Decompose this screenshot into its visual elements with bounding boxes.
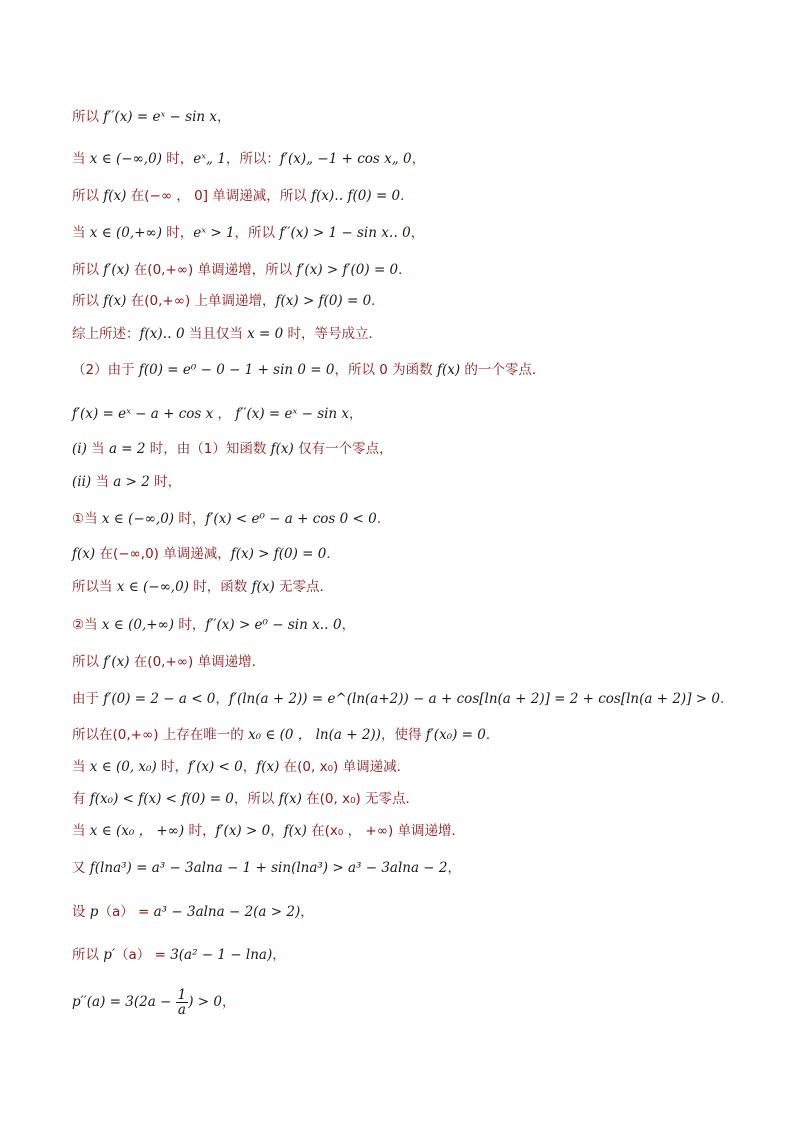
line-19 xyxy=(72,758,410,776)
formula: (i) xyxy=(72,441,87,457)
text: 在(0, x₀) 单调递减． xyxy=(279,759,411,775)
text: 时， xyxy=(174,617,206,633)
text: 所以 xyxy=(72,109,104,125)
formula: x₀ ∈ (0 ， ln(a + 2)) xyxy=(248,727,381,743)
formula: f(x₀) < f(x) < f(0) = 0 xyxy=(89,791,234,807)
text: ， xyxy=(341,617,356,633)
formula: f(0) = e⁰ − 0 − 1 + sin 0 = 0 xyxy=(138,362,335,378)
line-7 xyxy=(72,325,382,343)
text: 无零点． xyxy=(274,579,334,595)
formula: x ∈ (−∞,0) xyxy=(116,579,189,595)
formula: f(x) xyxy=(278,791,302,807)
text: 当 xyxy=(86,441,109,457)
text: ， xyxy=(300,904,314,920)
text: ， xyxy=(217,109,231,125)
text: 当 xyxy=(72,759,90,775)
text: 时，等号成立． xyxy=(283,326,383,342)
text: ， xyxy=(221,994,236,1010)
text: 在(−∞,0) 单调递减， xyxy=(95,546,231,562)
text: 仅有一个零点， xyxy=(293,441,393,457)
line-13 xyxy=(72,545,340,563)
formula: f′′(x) = eˣ − sin x xyxy=(103,109,217,125)
formula: f′(x) < 0 xyxy=(188,759,243,775)
text: ． xyxy=(376,511,391,527)
text: 在(x₀ ， +∞) 单调递增． xyxy=(306,823,466,839)
line-4 xyxy=(72,224,424,242)
text: 当且仅当 xyxy=(184,326,248,342)
formula: f(x) xyxy=(256,759,280,775)
line-3 xyxy=(72,187,414,205)
text: 时， xyxy=(161,225,194,241)
text: 有 xyxy=(72,791,90,807)
line-18 xyxy=(72,726,499,744)
text: 设 xyxy=(72,904,90,920)
text: 所以当 xyxy=(72,579,117,595)
formula: f(x) > f(0) = 0 xyxy=(275,293,372,309)
text: 时， xyxy=(156,759,189,775)
text: （a） = xyxy=(115,947,171,963)
formula: f(x) xyxy=(270,441,294,457)
text: ， xyxy=(349,406,363,422)
text: ， xyxy=(270,823,284,839)
formula: f′(0) = 2 − a < 0 xyxy=(103,691,216,707)
text: （a） = xyxy=(98,904,154,920)
text: 时，函数 xyxy=(188,579,252,595)
text: ． xyxy=(371,293,385,309)
text: 所以 xyxy=(72,293,104,309)
text: ，所以 xyxy=(234,225,280,241)
formula: f(x) > f(0) = 0 xyxy=(230,546,327,562)
formula: f(x) xyxy=(103,188,127,204)
line-16 xyxy=(72,653,265,671)
text: 在(0, x₀) 无零点． xyxy=(301,791,420,807)
text: ，所以 xyxy=(233,791,279,807)
formula: f(x) xyxy=(72,546,96,562)
formula: (ii) xyxy=(72,474,92,490)
line-24 xyxy=(72,946,286,964)
formula: f′′(x) > e⁰ − sin x‥ 0 xyxy=(205,617,342,633)
line-6 xyxy=(72,292,385,310)
formula: 3(a² − 1 − lna) xyxy=(170,947,273,963)
line-11 xyxy=(72,473,181,491)
line-14 xyxy=(72,578,333,596)
line-20 xyxy=(72,790,419,808)
text: 在(−∞ ， 0] 单调递减，所以 xyxy=(126,188,312,204)
line-8 xyxy=(72,361,545,379)
formula: f(lna³) = a³ − 3alna − 1 + sin(lna³) > a³ − 3alna − 2 xyxy=(89,860,448,876)
text: 在(0,+∞) 上单调递增， xyxy=(126,293,276,309)
text: 时， xyxy=(149,474,182,490)
text: ， xyxy=(447,860,462,876)
formula: a > 2 xyxy=(113,474,150,490)
text: 当 xyxy=(72,823,90,839)
formula: f′′(x) > 1 − sin x‥ 0 xyxy=(279,225,411,241)
text: ． xyxy=(326,546,340,562)
text: 所以 xyxy=(72,262,104,278)
line-1 xyxy=(72,108,231,126)
text: 由于 xyxy=(72,691,104,707)
formula: a = 2 xyxy=(108,441,146,457)
text: ． xyxy=(485,727,500,743)
formula: f′(x₀) = 0 xyxy=(425,727,486,743)
text: 所以 xyxy=(72,654,104,670)
formula: f′(x) xyxy=(103,654,130,670)
formula: p xyxy=(89,904,99,920)
line-17 xyxy=(72,690,733,708)
text: ①当 xyxy=(72,511,102,527)
text: 所以 xyxy=(72,188,104,204)
text: 所以在(0,+∞) 上存在唯一的 xyxy=(72,727,249,743)
formula: f(x) xyxy=(283,823,307,839)
formula: f′(ln(a + 2)) = e^(ln(a+2)) − a + cos[ln(a + 2)] = 2 + cos[ln(a + 2)] > 0 xyxy=(228,691,720,707)
text: ． xyxy=(398,262,412,278)
line-25 xyxy=(72,988,235,1017)
formula: f(x)‥ f(0) = 0 xyxy=(311,188,401,204)
formula: p′ xyxy=(103,947,116,963)
formula: f(x) xyxy=(436,362,461,378)
formula: x ∈ (−∞,0) xyxy=(89,151,162,167)
text: 当 xyxy=(72,225,90,241)
text: ， xyxy=(411,151,426,167)
text: 时，由（1）知函数 xyxy=(145,441,271,457)
text: 综上所述： xyxy=(72,326,140,342)
formula: x ∈ (x₀ ， +∞) xyxy=(89,823,185,839)
formula: eˣ„ 1 xyxy=(193,151,226,167)
formula: x = 0 xyxy=(247,326,284,342)
line-22 xyxy=(72,859,461,877)
text: （2）由于 xyxy=(72,362,139,378)
formula: f(x)‥ 0 xyxy=(139,326,185,342)
text: 当 xyxy=(91,474,114,490)
text: ， xyxy=(272,947,286,963)
text: 又 xyxy=(72,860,90,876)
line-5 xyxy=(72,261,412,279)
formula: x ∈ (−∞,0) xyxy=(101,511,175,527)
line-10 xyxy=(72,440,393,458)
formula: f(x) xyxy=(251,579,275,595)
formula: f′(x) > 0 xyxy=(215,823,271,839)
line-23 xyxy=(72,903,314,921)
text: ． xyxy=(719,691,734,707)
formula: p′′(a) = 3(2a − xyxy=(72,994,176,1010)
formula: f′(x) = eˣ − a + cos x xyxy=(72,406,214,422)
text: ， xyxy=(215,691,229,707)
formula: a³ − 3alna − 2(a > 2) xyxy=(153,904,301,920)
text: ， xyxy=(242,759,257,775)
text: ． xyxy=(400,188,414,204)
formula: eˣ > 1 xyxy=(193,225,235,241)
text: ， xyxy=(410,225,425,241)
text: 时， xyxy=(174,511,206,527)
formula: f′(x) xyxy=(103,262,130,278)
formula: f(x) xyxy=(103,293,127,309)
formula: f′′(x) = eˣ − sin x xyxy=(235,406,350,422)
text: 当 xyxy=(72,151,90,167)
formula: f′(x) < e⁰ − a + cos 0 < 0 xyxy=(205,511,377,527)
text: 所以 xyxy=(72,947,104,963)
line-12 xyxy=(72,510,390,528)
text: 在(0,+∞) 单调递增，所以 xyxy=(129,262,297,278)
text: 时， xyxy=(184,823,216,839)
text: ②当 xyxy=(72,617,102,633)
text: ，所以： xyxy=(225,151,280,167)
line-21 xyxy=(72,822,465,840)
formula: x ∈ (0,+∞) xyxy=(101,617,175,633)
formula: ) > 0 xyxy=(188,994,222,1010)
text: ，使得 xyxy=(380,727,426,743)
fraction: $\frac{1}{a}$ xyxy=(177,987,187,1018)
text: 的一个零点． xyxy=(460,362,546,378)
formula: x ∈ (0, x₀) xyxy=(89,759,157,775)
formula: x ∈ (0,+∞) xyxy=(89,225,162,241)
text: 在(0,+∞) 单调递增． xyxy=(129,654,266,670)
formula: f′(x) > f′(0) = 0 xyxy=(296,262,399,278)
formula: f′(x)„ −1 + cos x„ 0 xyxy=(279,151,412,167)
line-15 xyxy=(72,616,355,634)
text: ， xyxy=(213,406,236,422)
text: 时， xyxy=(161,151,194,167)
line-2 xyxy=(72,150,425,168)
line-9 xyxy=(72,405,363,423)
text: ，所以 0 为函数 xyxy=(334,362,437,378)
